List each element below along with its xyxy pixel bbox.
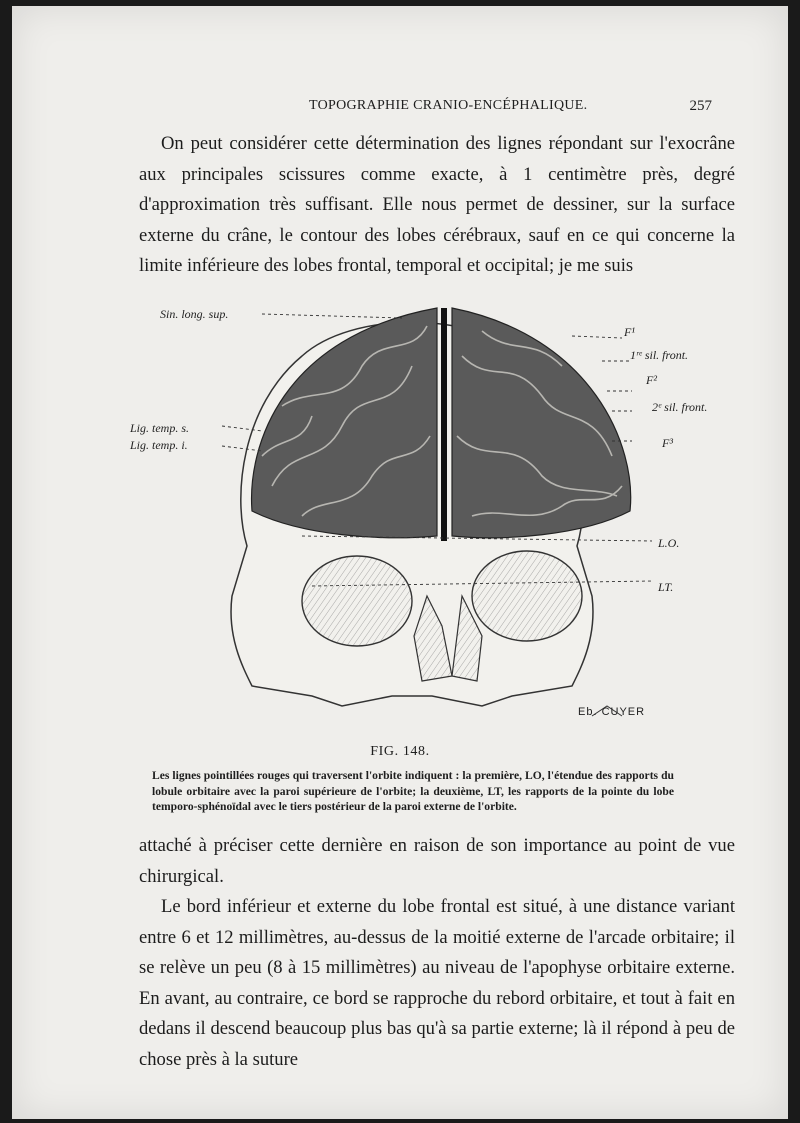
paragraph-frontal-lobe: Le bord inférieur et externe du lobe frontal est situé, à une distance variant entre 6 et 12 millimètres, au-dessus de la moitié externe de l'arcade orbitaire; il se relève un peu (8 à 15 millimètres) au niveau de l'apophyse orbitaire externe. En avant, au contraire, ce bord se rapproche du rebord orbitaire, et tout à fait en dedans il descend beaucoup plus bas qu'à sa partie externe; là il répond à peu de chose près à la suture <box>139 896 735 1070</box>
skull-brain-illustration <box>152 296 672 726</box>
paragraph-intro: On peut considérer cette détermination des lignes répondant sur l'exocrâne aux principales scissures comme exacte, à 1 centimètre près, degré d'approximation très suffisant. Elle nous permet de dessiner, sur la surface externe du crâne, le contour des lobes cérébraux, sauf en ce qui concerne la limite inférieure des lobes frontal, temporal et occipital; je me suis <box>139 133 735 276</box>
figure-number: FIG. 148. <box>370 744 430 759</box>
figure-caption: Les lignes pointillées rouges qui traversent l'orbite indiquent : la première, LO, l'étendue des rapports du lobule orbitaire avec la paroi supérieure de l'orbite; la deuxième, LT, les rapports de la pointe du lobe temporo-sphénoïdal avec le tiers postérieur de la paroi externe de l'orbite. <box>152 769 674 813</box>
label-1re-sil-front: 1ʳᵉ sil. front. <box>630 348 689 362</box>
book-page <box>12 6 788 1119</box>
label-f2: F² <box>646 373 657 387</box>
label-lt: LT. <box>658 580 674 594</box>
label-lo: L.O. <box>658 536 680 550</box>
label-f3: F³ <box>662 436 673 450</box>
page-number: 257 <box>689 98 712 114</box>
left-orbit <box>302 556 412 646</box>
label-2e-sil-front: 2ᵉ sil. front. <box>652 400 708 414</box>
illustrator-signature: Eb. CUYER <box>578 706 646 718</box>
running-title: TOPOGRAPHIE CRANIO-ENCÉPHALIQUE. <box>309 98 588 113</box>
paragraph-continued: attaché à préciser cette dernière en raison de son importance au point de vue chirurgical. <box>139 835 735 887</box>
right-orbit <box>472 551 582 641</box>
right-hemisphere <box>452 308 631 538</box>
label-sin-long-sup: Sin. long. sup. <box>160 307 229 321</box>
label-lig-temp-s: Lig. temp. s. <box>130 421 190 435</box>
label-lig-temp-i: Lig. temp. i. <box>130 438 188 452</box>
label-f1: F¹ <box>624 325 635 339</box>
